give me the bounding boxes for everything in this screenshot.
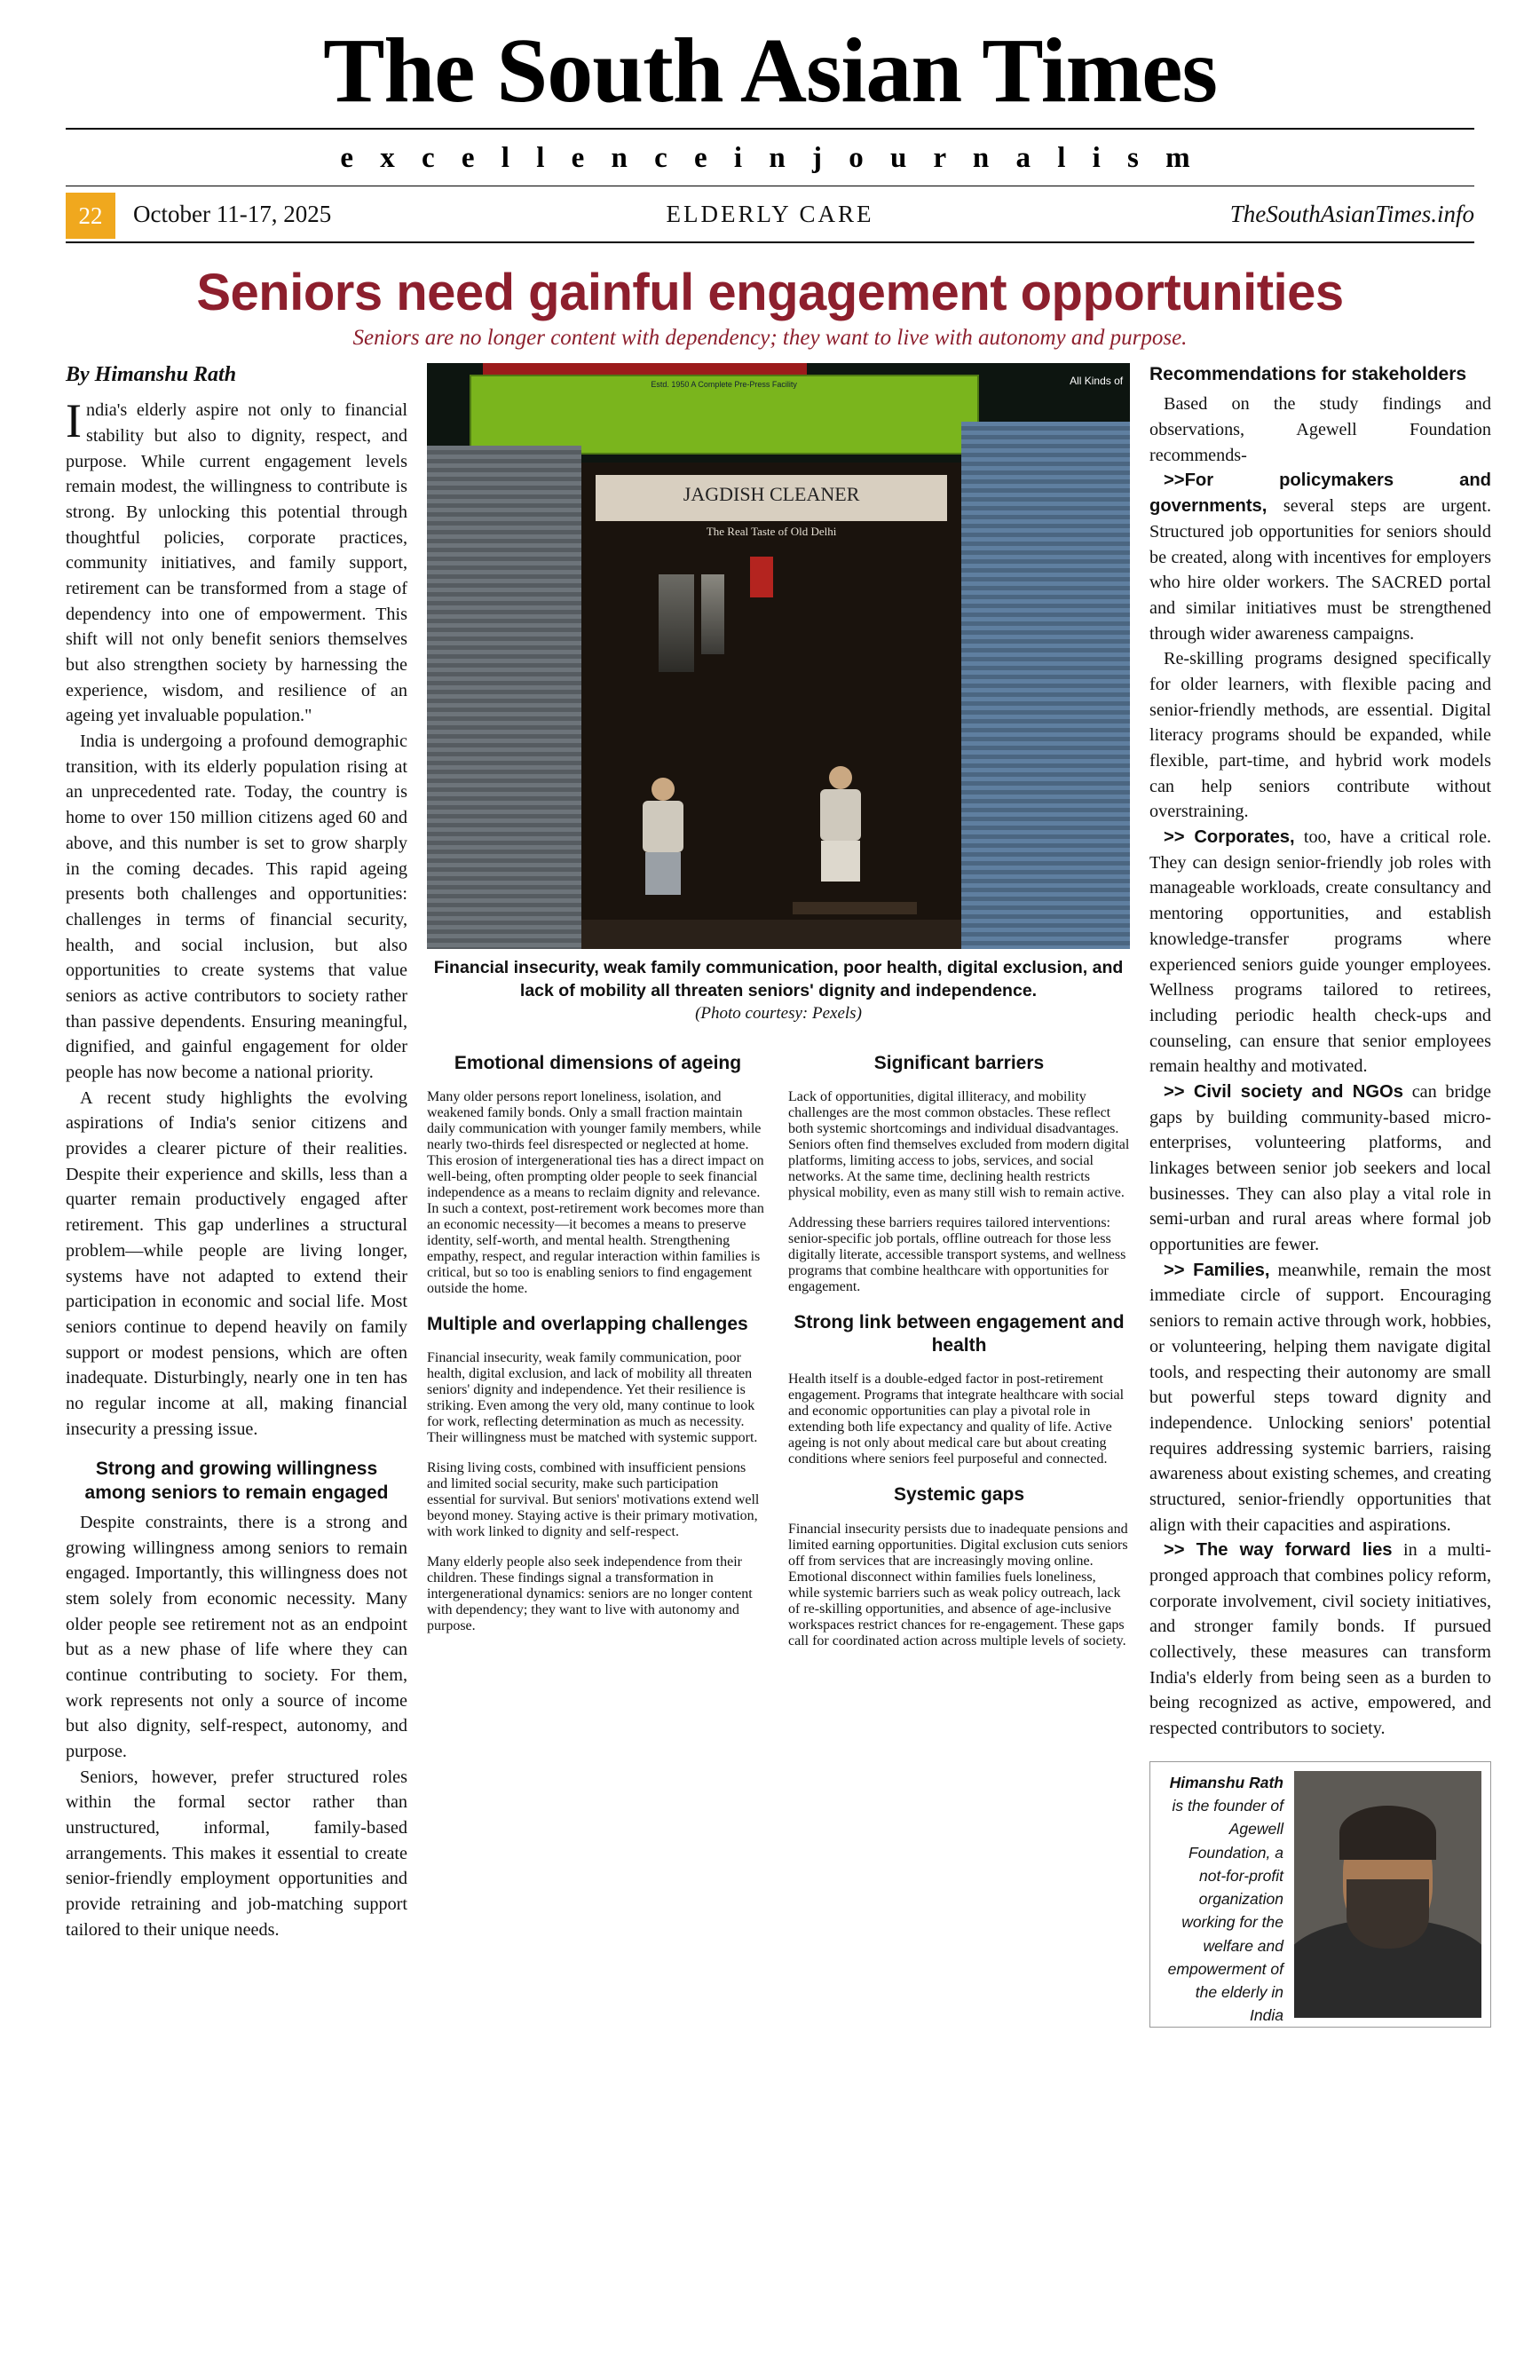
author-photo-hair [1339, 1806, 1437, 1860]
recommendation-text: meanwhile, remain the most immediate circle of support. Encouraging seniors to remain active through work, hobbies, or volunteering, helping them navigate digital tools, and respecting their autonomy are small but powerful steps toward dignity and independence. Unlocking seniors' potential requires addressing systemic barriers, raising awareness about existing schemes, and creating structured, senior-friendly opportunities that align with their capacities and aspirations. [1149, 1260, 1491, 1535]
photo-person-left-legs [645, 852, 681, 895]
paragraph: Financial insecurity persists due to inadequate pensions and limited earning opportunities. Digital exclusion cuts seniors off from services that are increasingly moving online. Emotional disconnect within families fuels loneliness, while systemic barriers such as weak policy outreach, lack of re-skilling opportunities, and absence of age-inclusive workspaces restrict chances for re-engagement. These gaps call for coordinated action across multiple levels of society. [788, 1521, 1128, 1649]
author-name: Himanshu Rath [1169, 1773, 1283, 1791]
article-photo-block [427, 363, 1130, 1024]
paragraph: Rising living costs, combined with insufficient pensions and limited social security, make such participation essential for survival. But seniors' motivations extend well beyond money. Staying active is their primary motivation, with work linked to dignity and self-respect. [427, 1460, 760, 1540]
photo-person-left-head [652, 778, 675, 801]
photo-hanging-garment-2 [701, 574, 724, 654]
recommendation-lead: >>For policymakers and governments, [1149, 470, 1491, 517]
website-url[interactable]: TheSouthAsianTimes.info [1229, 200, 1474, 227]
photo-caption [427, 949, 1130, 1024]
column-1 [66, 363, 407, 2028]
photo-corner-text: All Kinds of [1070, 375, 1124, 388]
author-bio [1159, 1771, 1283, 2025]
section-title: ELDERLY CARE [666, 200, 874, 227]
paragraph: Financial insecurity, weak family communication, poor health, digital exclusion, and lack of mobility all threaten seniors' dignity and independence. Yet their resilience is striking. Even among the very old, many continue to look for work, reflecting determination as much as necessity. Their willingness must be matched with systemic support. [427, 1350, 758, 1446]
subhead-engagement: Strong and growing willingness among seniors to remain engaged [84, 1459, 389, 1503]
recommendation-lead: >> Families, [1164, 1260, 1270, 1280]
paragraph: Seniors, however, prefer structured roles within the formal sector rather than unstructured, informal, family-based arrangements. This makes it essential to create senior-friendly employment opportunities and provide retraining and job-matching support tailored to their unique needs. [66, 1767, 407, 1940]
article-body [66, 363, 1491, 2028]
recommendation-text: Re-skilling programs designed specifically for older learners, with flexible pacing and senior-friendly methods, are essential. Digital literacy programs should be expanded, while flexible, part-time, and hybrid work models can help seniors contribute without overstraining. [1149, 649, 1491, 822]
byline: By Himanshu Rath [66, 363, 237, 387]
recommendation-lead: >> Civil society and NGOs [1164, 1081, 1403, 1102]
photo-shutter-left [427, 446, 581, 950]
subhead-multiple: Multiple and overlapping challenges [427, 1313, 748, 1334]
column-2 [427, 1036, 769, 1664]
recommendation-item [1149, 1538, 1491, 1742]
recommendation-text: can bridge gaps by building community-based micro-enterprises, volunteering platforms, and linkages between senior job seekers and local businesses. They can also play a vital role in semi-urban and rural areas where formal job opportunities are fewer. [1149, 1081, 1491, 1255]
subhead-link: Strong link between engagement and health [794, 1311, 1125, 1356]
author-bio-text: is the founder of Agewell Foundation, a not-for-profit organization working for the welfare and empowerment of the elderly in India [1167, 1797, 1283, 2025]
photo-person-left [638, 778, 688, 902]
masthead-title: The South Asian Times [323, 20, 1217, 122]
folio-bar [66, 186, 1474, 241]
subhead-emotional: Emotional dimensions of ageing [454, 1052, 742, 1073]
photo-shop-name: JAGDISH CLEANER [596, 475, 947, 522]
subhead-recommendations: Recommendations for stakeholders [1149, 364, 1467, 385]
author-photo-beard [1347, 1879, 1429, 1949]
recommendation-lead: >> The way forward lies [1164, 1540, 1393, 1561]
paragraph: A recent study highlights the evolving aspirations of India's senior citizens and provides a clearer picture of their realities. Despite their experience and skills, less than a quarter remain productively engaged after retirement. This gap underlines a structural problem—while people are living longer, systems have not adapted to extend their participation in economic and social life. Most seniors continue to depend heavily on family support or modest pensions, which are often inadequate. Disturbingly, nearly one in ten has no regular income at all, making financial insecurity a pressing issue. [66, 1087, 407, 1439]
photo-person-left-torso [643, 801, 683, 852]
paragraph: Addressing these barriers requires tailored interventions: senior-specific job portals, offline outreach for those less digitally literate, accessible transport systems, and wellness programs that combine healthcare with opportunities for engagement. [788, 1214, 1126, 1294]
recommendation-text: too, have a critical role. They can design senior-friendly job roles with manageable workloads, create consultancy and mentoring opportunities, and establish knowledge-transfer programs where experienced seniors guide younger employees. Wellness programs tailored to retirees, including periodic health check-ups and counseling, can ensure that senior employees remain healthy and motivated. [1149, 827, 1491, 1077]
subhead-barriers: Significant barriers [873, 1052, 1045, 1073]
recommendation-item [1149, 1258, 1491, 1538]
lead-paragraph: India's elderly aspire not only to financial stability but also to dignity, respect, and purpose. While current engagement levels remain modest, the willingness to contribute is strong. By unlocking this potential through thoughtful policies, corporate practices, community initiatives, and family support, retirement can be transformed from a stage of dependency into one of empowerment. This shift will not only benefit seniors themselves but also strengthen society by harnessing the experience, wisdom, and resilience of an ageing yet invaluable population." [66, 394, 407, 726]
photo-caption-text: Financial insecurity, weak family communication, poor health, digital exclusion, and lack of mobility all threaten seniors' dignity and independence. [433, 958, 1124, 1000]
paragraph: Health itself is a double-edged factor in post-retirement engagement. Programs that integrate healthcare with social and economic opportunities can play a pivotal role in extending both life expectancy and quality of life. Active ageing is not only about medical care but about creating conditions where seniors feel purposeful and connected. [788, 1372, 1125, 1467]
recommendation-item [1149, 646, 1491, 825]
paragraph: Many older persons report loneliness, isolation, and weakened family bonds. Only a small fraction maintain daily communication with younger family members, while nearly two-thirds feel disrespected or neglected at home. This erosion of intergenerational ties has a direct impact on well-being, often prompting older people to seek financial independence as a means to reclaim dignity and relevance. In such a context, post-retirement work becomes more than an economic necessity—it becomes a means to preserve identity, self-worth, and mental health. Strengthening empathy, respect, and regular interaction within families is critical, but so too is enabling seniors to find engagement outside the home. [427, 1088, 764, 1296]
issue-date: October 11-17, 2025 [133, 200, 332, 227]
photo-person-right [814, 766, 867, 890]
recommendation-text: in a multi-pronged approach that combines policy reform, corporate involvement, civil society initiatives, and stronger family bonds. If pursued collectively, these measures can transform India's elderly from being seen as a burden to being recognized as active, empowered, and respected contributors to society. [1149, 1540, 1491, 1739]
photo-hanging-garment-1 [659, 574, 694, 672]
recommendation-text: several steps are urgent. Structured job opportunities for seniors should be created, along with incentives for employers who hire older workers. The SACRED portal and similar initiatives must be strengthened through wider awareness campaigns. [1149, 496, 1491, 644]
paragraph: Despite constraints, there is a strong and growing willingness among seniors to remain engaged. Importantly, this willingness does not stem solely from economic necessity. Many older people see retirement not as an endpoint but as a new phase of life where they can continue contributing to society. For them, work represents not only a source of income but also dignity, self-respect, autonomy, and purpose. [66, 1512, 407, 1762]
paragraph: Many elderly people also seek independence from their children. These findings signal a transformation in intergenerational dynamics: seniors are no longer content with dependency; they want to live with autonomy and purpose. [427, 1554, 753, 1634]
author-photo [1294, 1771, 1481, 2018]
photo-shutter-right [961, 422, 1130, 949]
photo-person-right-torso [820, 789, 861, 841]
photo-bench [793, 902, 917, 914]
photo-person-right-head [829, 766, 852, 789]
recommendation-lead: >> Corporates, [1164, 827, 1295, 848]
photo-banner [470, 375, 979, 455]
masthead [55, 0, 1485, 186]
article-deck: Seniors are no longer content with dependency; they want to live with autonomy and purpose. [352, 326, 1188, 351]
subhead-systemic: Systemic gaps [893, 1484, 1025, 1506]
recommendation-item [1149, 1079, 1491, 1258]
page-title: Seniors need gainful engagement opportunities [196, 264, 1344, 322]
photo-person-right-legs [821, 841, 860, 882]
photo-step [581, 920, 961, 949]
column-4 [1149, 363, 1491, 2028]
photo-credit: (Photo courtesy: Pexels) [695, 1003, 862, 1023]
masthead-tagline: e x c e l l e n c e i n j o u r n a l i s m [340, 142, 1200, 175]
author-box [1149, 1761, 1491, 2028]
sub-columns [427, 1036, 1130, 1664]
paragraph: Lack of opportunities, digital illiteracy, and mobility challenges are the most common obstacles. These reflect both systemic shortcomings and individual disadvantages. Seniors often find themselves excluded from modern digital platforms, limiting access to jobs, services, and social networks. At the same time, declining health restricts physical mobility, even as many still wish to remain active. [788, 1088, 1130, 1200]
paragraph: India is undergoing a profound demographic transition, with its elderly population rising at an unprecedented rate. Today, the country is home to over 150 million citizens aged 60 and above, and this number is set to grow sharply in the coming decades. This rapid ageing presents both challenges and opportunities: challenges in terms of financial security, health, and social inclusion, but also opportunities to create systems that value seniors as active contributors to society rather than passive dependents. Ensuring meaningful, dignified, and gainful engagement for older people has now become a national priority. [66, 731, 407, 1083]
recommendation-item [1149, 825, 1491, 1079]
column-3 [788, 1036, 1130, 1664]
photo-banner-text: Estd. 1950 A Complete Pre-Press Facility [651, 380, 797, 390]
recommendation-item [1149, 468, 1491, 646]
paragraph: Based on the study findings and observations, Agewell Foundation recommends- [1149, 394, 1491, 465]
photo-red-object [750, 557, 773, 597]
column-2-3-group [427, 363, 1130, 2028]
page-number-badge: 22 [66, 193, 115, 239]
article-photo [427, 363, 1130, 949]
photo-shop-subtitle: The Real Taste of Old Delhi [706, 524, 837, 538]
